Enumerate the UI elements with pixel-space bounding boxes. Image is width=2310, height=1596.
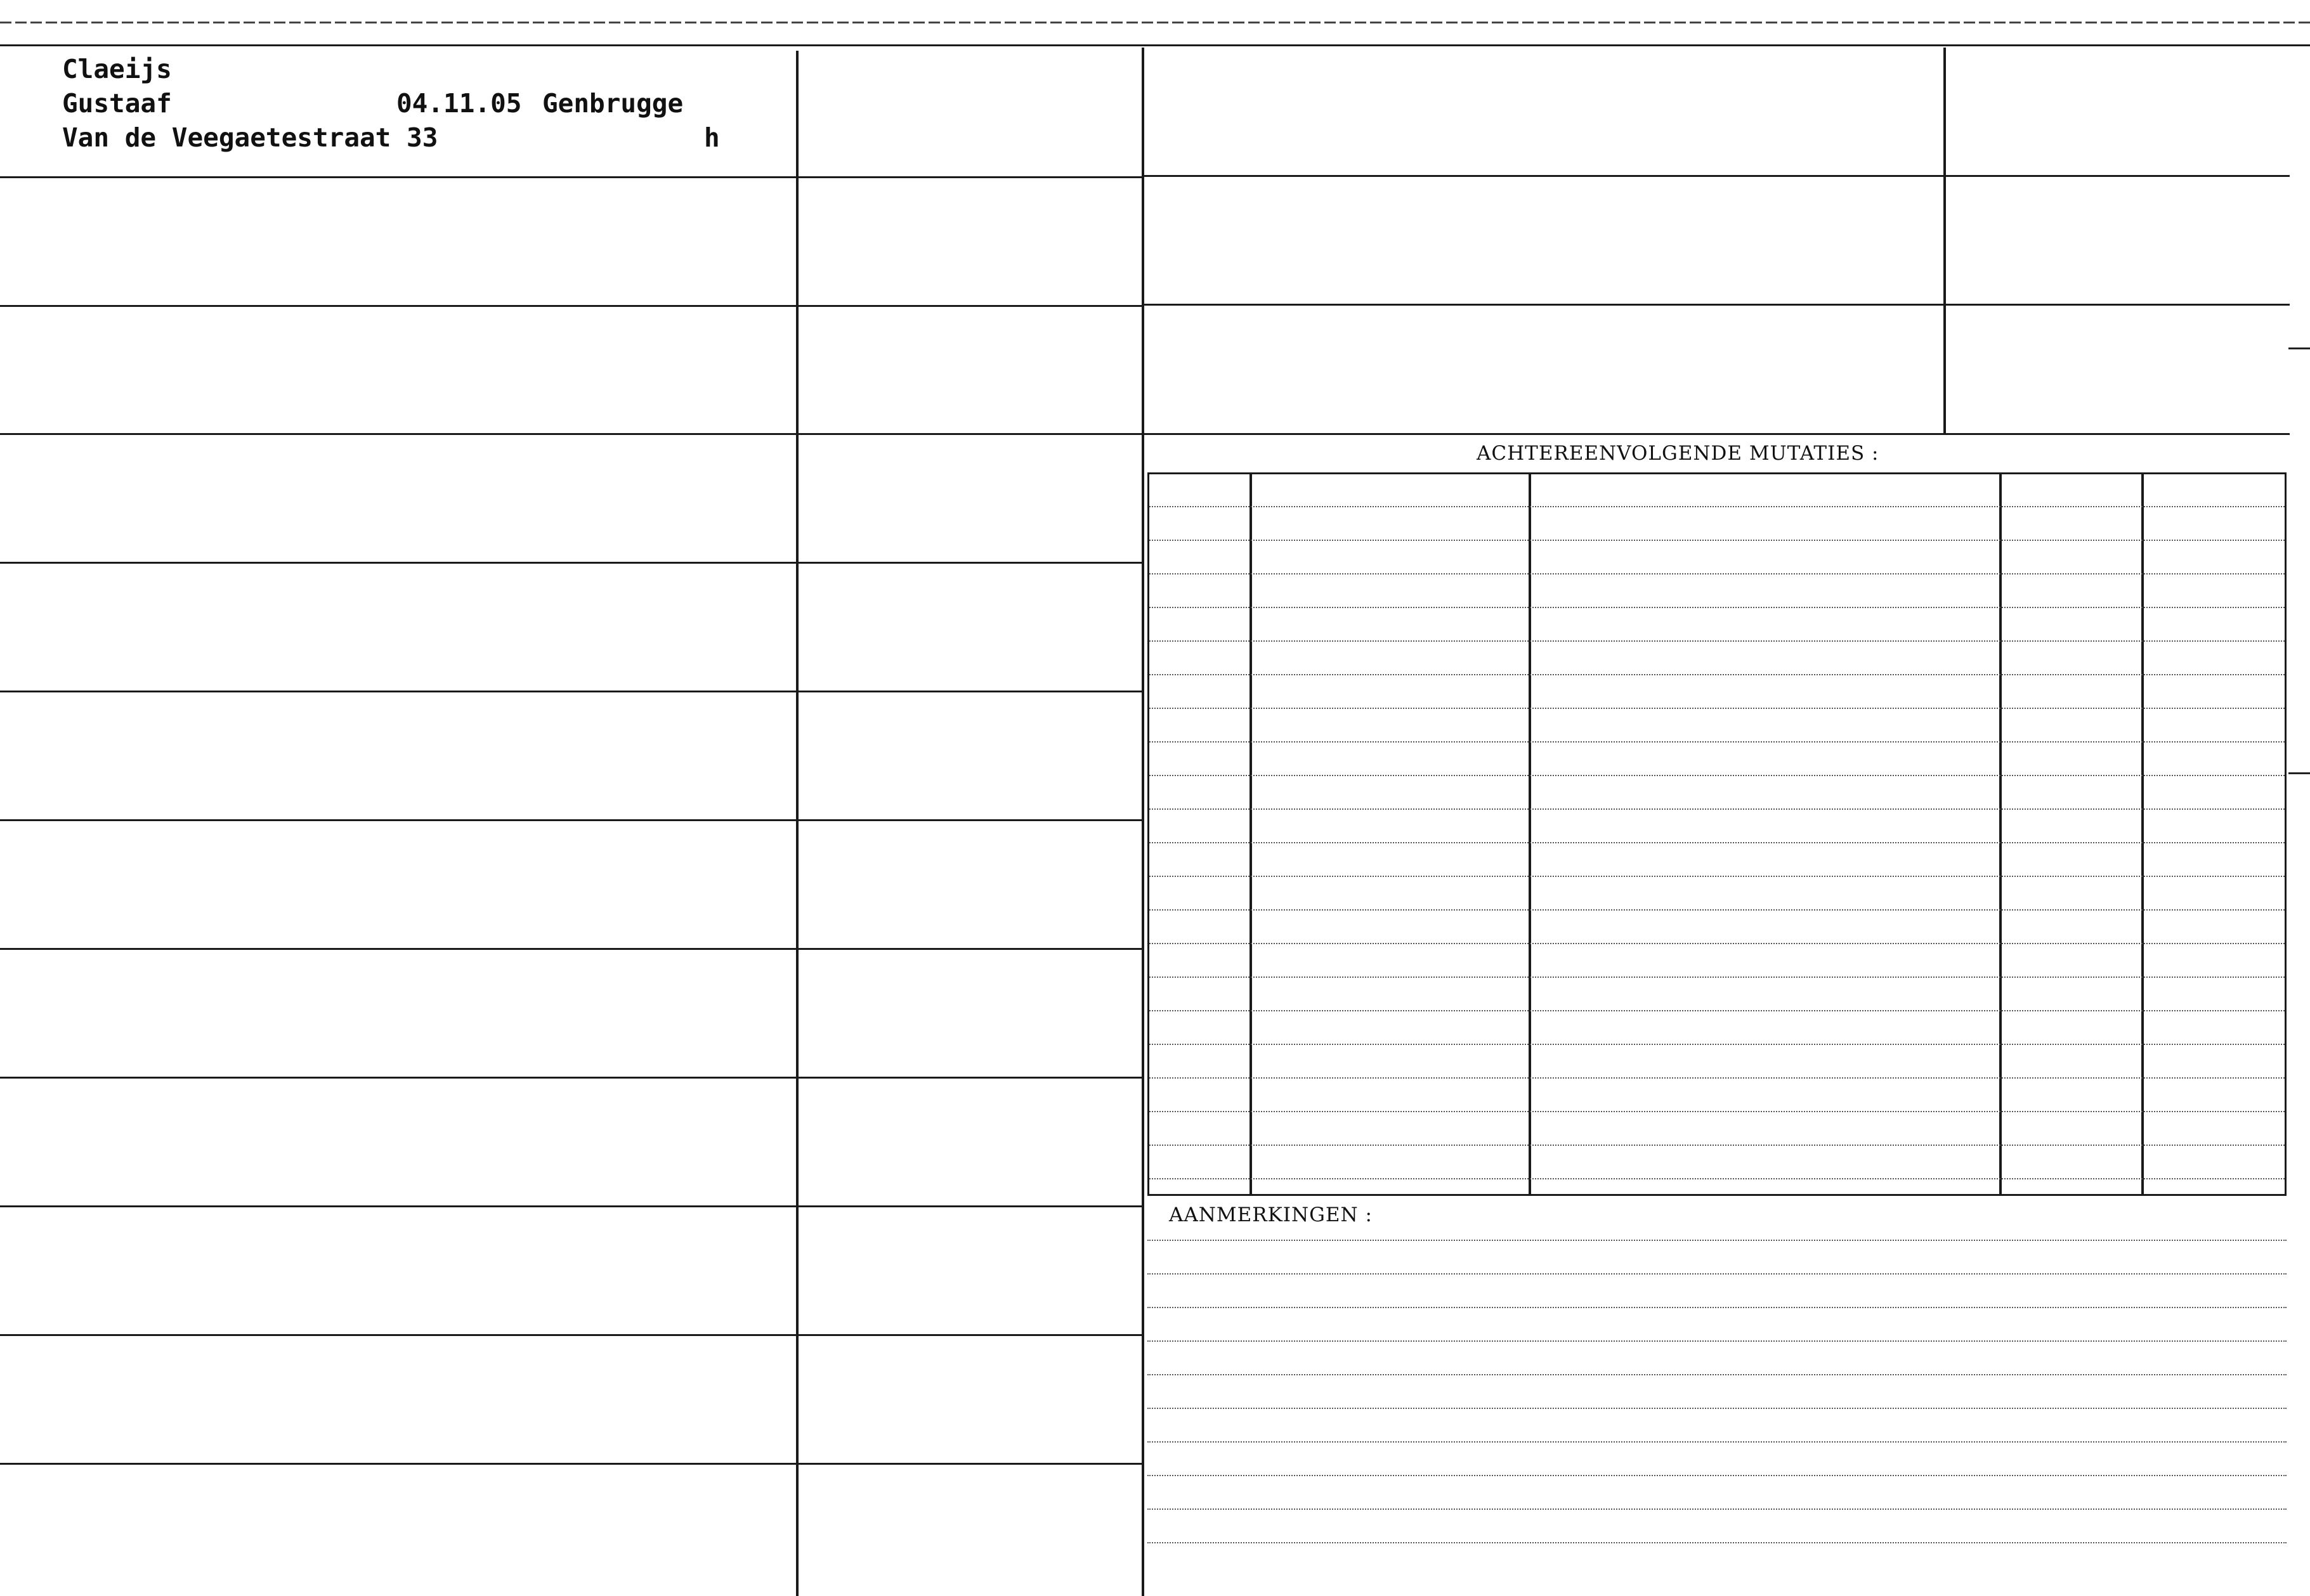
column-divider (796, 51, 799, 1596)
table-row-rule (1149, 1044, 2285, 1045)
table-row-rule (1149, 943, 2285, 944)
table-column-divider (1250, 472, 1252, 1195)
grid-rule (0, 562, 1142, 564)
grid-rule (0, 1334, 1142, 1336)
table-row-rule (1149, 640, 2285, 642)
status-marker: h (704, 122, 720, 153)
table-row-rule (1149, 775, 2285, 776)
mutaties-table (1147, 472, 2287, 1195)
top-rule (0, 44, 2310, 46)
street-address: Van de Veegaetestraat 33 (62, 122, 438, 153)
grid-rule (0, 819, 1142, 821)
grid-rule (1142, 433, 2290, 435)
table-row-rule (1149, 842, 2285, 843)
remark-line (1147, 1408, 2287, 1409)
grid-rule (0, 1205, 1142, 1207)
remark-line (1147, 1441, 2287, 1443)
aanmerkingen-title: AANMERKINGEN : (1169, 1203, 1373, 1226)
grid-rule (1142, 304, 2290, 306)
remark-line (1147, 1508, 2287, 1510)
table-row-rule (1149, 808, 2285, 810)
grid-rule (0, 433, 1142, 435)
table-border-right (2285, 472, 2287, 1195)
column-divider (1943, 48, 1946, 433)
remark-line (1147, 1475, 2287, 1476)
grid-rule (0, 1463, 1142, 1465)
table-row-rule (1149, 1178, 2285, 1179)
table-column-divider (2141, 472, 2144, 1195)
table-row-rule (1149, 573, 2285, 574)
mutaties-title: ACHTEREENVOLGENDE MUTATIES : (1477, 442, 1879, 465)
grid-rule (0, 691, 1142, 692)
grid-rule (0, 176, 1142, 178)
table-row-rule (1149, 909, 2285, 911)
remark-line (1147, 1307, 2287, 1308)
surname: Claeijs (62, 54, 172, 84)
grid-rule (0, 948, 1142, 950)
table-row-rule (1149, 1111, 2285, 1112)
edge-mark (2288, 772, 2310, 774)
first-name: Gustaaf (62, 88, 172, 119)
grid-rule (1142, 175, 2290, 177)
table-column-divider (1999, 472, 2002, 1195)
scan-edge (0, 22, 2310, 23)
grid-rule (0, 1077, 1142, 1079)
table-row-rule (1149, 540, 2285, 541)
table-row-rule (1149, 674, 2285, 675)
table-row-rule (1149, 741, 2285, 743)
table-row-rule (1149, 708, 2285, 709)
table-row-rule (1149, 607, 2285, 608)
table-border-left (1147, 472, 1149, 1195)
table-row-rule (1149, 506, 2285, 507)
table-row-rule (1149, 976, 2285, 978)
remark-line (1147, 1240, 2287, 1241)
remark-line (1147, 1542, 2287, 1543)
grid-rule (0, 305, 1142, 307)
remark-line (1147, 1374, 2287, 1375)
mutaties-bottom-rule (1147, 1194, 2287, 1196)
table-row-rule (1149, 1145, 2285, 1146)
remark-line (1147, 1273, 2287, 1275)
table-column-divider (1529, 472, 1531, 1195)
remark-line (1147, 1340, 2287, 1342)
table-row-rule (1149, 1010, 2285, 1011)
column-divider (1142, 48, 1144, 1596)
table-row-rule (1149, 1077, 2285, 1079)
birth-date: 04.11.05 (396, 88, 522, 119)
birth-place: Genbrugge (542, 88, 684, 119)
table-row-rule (1149, 876, 2285, 877)
edge-mark (2288, 347, 2310, 349)
